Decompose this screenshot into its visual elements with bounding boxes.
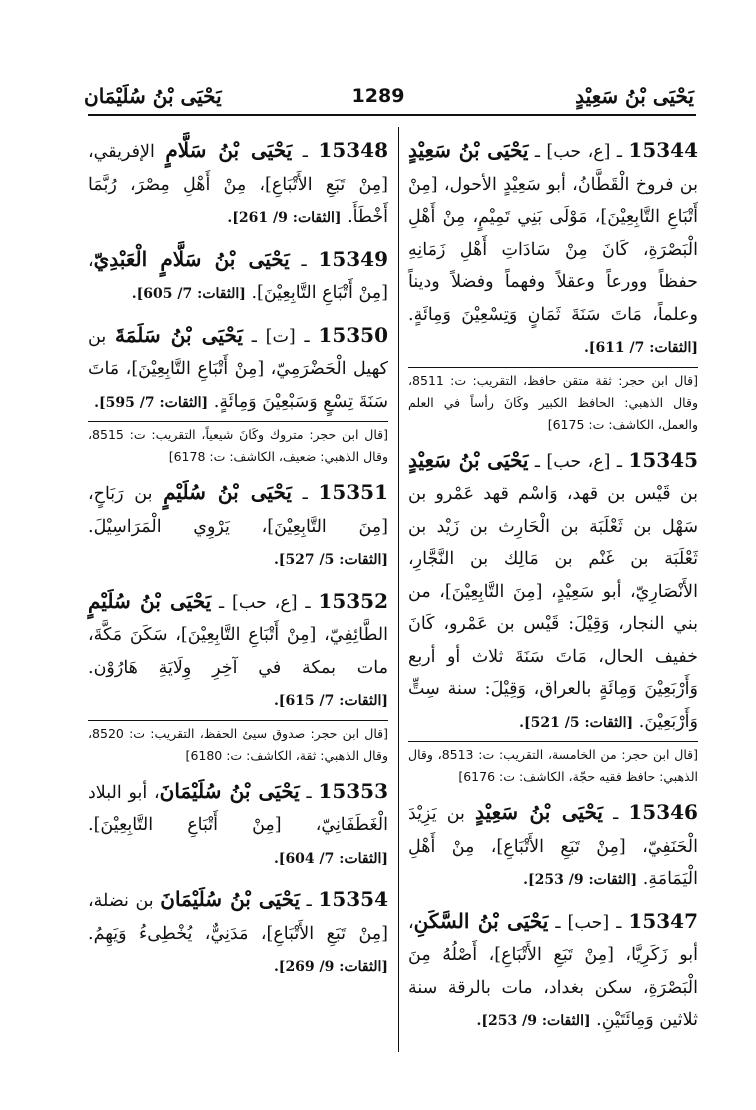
left-column <box>88 134 388 992</box>
entry-source: [الثقات: 7/ 615]. <box>273 693 388 709</box>
biography-entry <box>408 905 698 1038</box>
entry-source: [الثقات: 9/ 269]. <box>273 959 388 975</box>
entry-name: يَحْيَى بْنُ سُلَيْمٍ <box>163 480 292 504</box>
entry-name: يَحْيَى بْنُ سَلَّامٍ <box>165 138 293 162</box>
entry-number: 15350 <box>318 322 389 347</box>
entry-name: يَحْيَى بْنُ سَعِيْدٍ <box>475 800 603 824</box>
entry-source: [الثقات: 5/ 521]. <box>519 714 634 731</box>
entry-separator: ـ <box>289 250 319 271</box>
entry-name: يَحْيَى بْنُ سَلَّامٍ الْعَبْدِيّ <box>93 246 290 271</box>
entry-number: 15347 <box>628 908 698 933</box>
entry-number: 15348 <box>318 138 388 162</box>
entry-separator: ـ [ع، حب] ـ <box>528 451 629 472</box>
entry-separator: ـ [ع، حب] ـ <box>528 142 629 162</box>
biography-entry <box>88 883 388 984</box>
entry-text: ، أبو زَكَرِيَّا، [مِنْ تَبَعِ الأَتْبَاعِ]، أَصْلُهُ مِنَ الْبَصْرَةِ، سكن بغداد، مات بالرقة سنة ثلاثين وَمِائَتَيْنِ. <box>408 912 698 1030</box>
entry-separator: ـ [حب] ـ <box>548 912 629 933</box>
entry-source: [الثقات: 7/ 595]. <box>94 394 209 411</box>
entry-text: بن رَبَاحٍ، [مِنَ التَّابِعِيْنَ]، يَرْوِي الْمَرَاسِيْلَ. <box>88 484 388 537</box>
entry-text: بن فروخ الْقَطَّانُ، أبو سَعِيْدٍ الأحول، [مِنْ أَتْبَاعِ التَّابِعِيْنَ]، مَوْلَى بَنِي تَمِيْمٍ، مِنْ أَهْلِ الْبَصْرَةِ، كَانَ مِنْ سَادَاتِ أَهْلِ زَمَانِهِ حفظاً وورعاً وعقلاً وفهماً وفضلاً وديناً وعلماً، مَاتَ سَنَةَ ثَمَانٍ وَتِسْعِيْنَ وَمِائَةٍ. <box>408 174 698 325</box>
entry-source: [الثقات: 7/ 611]. <box>583 340 698 356</box>
entry-text: الإفريقي، [مِنْ تَبَعِ الأَتْبَاعِ]، مِنْ أَهْلِ مِصْرَ، رُبَّمَا أَخْطَأَ. <box>88 142 388 227</box>
running-header-right: يَحْيَى بْنُ سَعِيْدٍ <box>575 84 694 108</box>
entry-text: الطَّائِفِيّ، [مِنْ أَتْبَاعِ التَّابِعِيْنَ]، سَكَنَ مَكَّةَ، مات بمكة في آخِرِ وِلَايَةِ هَارُوْن. <box>88 625 388 678</box>
entry-number: 15353 <box>318 778 388 803</box>
entry-footnote: [قال ابن حجر: ثقة متقن حافظ، التقريب: ت: 8511، وقال الذهبي: الحافظ الكبير وكَانَ رأساً في العلم والعمل، الكاشف: ت: 6175] <box>408 367 698 436</box>
entry-number: 15346 <box>628 800 698 824</box>
entry-separator: ـ <box>299 782 319 803</box>
biography-entry <box>408 134 698 436</box>
biography-entry <box>88 243 388 311</box>
entry-separator: ـ <box>291 484 319 504</box>
entry-separator: ـ <box>292 142 319 162</box>
entry-source: [الثقات: 7/ 604]. <box>273 850 388 867</box>
entry-name: يَحْيَى بْنُ السَّكَنِ <box>413 908 549 933</box>
entry-separator: ـ <box>300 891 319 911</box>
entry-source: [الثقات: 9/ 253]. <box>523 872 638 888</box>
entry-separator: ـ [ع، حب] ـ <box>211 592 319 613</box>
entry-number: 15345 <box>628 447 698 472</box>
biography-entry <box>88 319 388 469</box>
entry-source: [الثقات: 7/ 605]. <box>131 286 246 302</box>
entry-number: 15352 <box>318 588 388 613</box>
entry-text: بن قَيْس بن قهد، وَاسْم قهد عَمْرو بن سَهْل بن ثَعْلَبَة بن الْحَارِث بن زَيْد بن ثَعْلَبَة بن غَنْم بن مَالِك بن النَّجَّارِ، الأَنْصَارِيّ، أبو سَعِيْدٍ، [مِنَ التَّابِعِيْنَ]، من بني النجار، وَقِيْلَ: قَيْس بن عَمْرو، كَانَ خفيف الحال، مَاتَ سَنَةَ ثلاث أو أربع وَأَرْبَعِيْنَ وَمِائَةٍ بالعراق، وَقِيْلَ: سنة سِتٍّ وَأَرْبَعِيْنَ. <box>408 484 698 732</box>
biography-entry <box>88 775 388 876</box>
entry-name: يَحْيَى بْنُ سُلَيْمَانَ <box>159 778 300 803</box>
page-number: 1289 <box>351 85 405 107</box>
entry-number: 15351 <box>318 480 388 504</box>
entry-source: [الثقات: 5/ 527]. <box>273 552 388 568</box>
biography-entry <box>88 585 388 767</box>
biography-entry <box>88 134 388 235</box>
running-header-left: يَحْيَى بْنُ سُلَيْمَان <box>84 84 222 108</box>
entry-footnote: [قال ابن حجر: من الخامسة، التقريب: ت: 8513، وقال الذهبي: حافظ فقيه حجّة، الكاشف: ت: 6176] <box>408 741 698 788</box>
entry-text: بن يَزِيْدَ الْحَنَفِيّ، [مِنْ تَبَعِ الأَتْبَاعِ]، مِنْ أَهْلِ الْيَمَامَةِ. <box>408 804 698 889</box>
entry-name: يَحْيَى بْنُ سَعِيْدٍ <box>408 138 529 162</box>
entry-source: [الثقات: 9/ 261]. <box>227 210 342 226</box>
entry-text: بن نضلة، [مِنْ تَبَعِ الأَتْبَاعِ]، مَدَنِيٌّ، يُخْطِىءُ وَيَهِمُ. <box>88 891 388 944</box>
biography-entry <box>408 796 698 897</box>
biography-entry <box>88 476 388 577</box>
entry-source: [الثقات: 9/ 253]. <box>476 1013 591 1029</box>
entry-footnote: [قال ابن حجر: صدوق سيئ الحفظ، التقريب: ت: 8520، وقال الذهبي: ثقة، الكاشف: ت: 6180] <box>88 720 388 767</box>
right-column <box>408 134 698 1046</box>
biography-entry <box>408 444 698 789</box>
entry-text: ، أبو البلاد الْغَطَفَانِيّ، [مِنْ أَتْبَاعِ التَّابِعِيْنَ]. <box>88 782 388 835</box>
entry-text: بن كهيل الْحَضْرَمِيّ، [مِنْ أَتْبَاعِ التَّابِعِيْنَ]، مَاتَ سَنَةَ تِسْعٍ وَسَبْعِيْنَ وَمِائَةٍ. <box>88 326 388 412</box>
entry-number: 15354 <box>318 887 388 911</box>
entry-number: 15344 <box>628 138 698 162</box>
entry-name: يَحْيَى بْنُ سُلَيْمٍ <box>88 588 212 613</box>
entry-separator: ـ [ت] ـ <box>242 326 319 347</box>
entry-name: يَحْيَى بْنُ سُلَيْمَانَ <box>160 887 301 911</box>
entry-text: ، [مِنْ أَتْبَاعِ التَّابِعِيْنَ]. <box>88 250 388 303</box>
column-divider <box>398 127 399 1052</box>
entry-name: يَحْيَى بْنُ سَعِيْدٍ <box>408 447 529 472</box>
header-rule <box>88 114 696 116</box>
entry-separator: ـ <box>603 804 629 824</box>
entry-number: 15349 <box>318 246 388 271</box>
entry-footnote: [قال ابن حجر: متروك وكَانَ شيعياً، التقريب: ت: 8515، وقال الذهبي: ضعيف، الكاشف: ت: 6178] <box>88 421 388 468</box>
entry-name: يَحْيَى بْنُ سَلَمَةَ <box>114 322 243 347</box>
